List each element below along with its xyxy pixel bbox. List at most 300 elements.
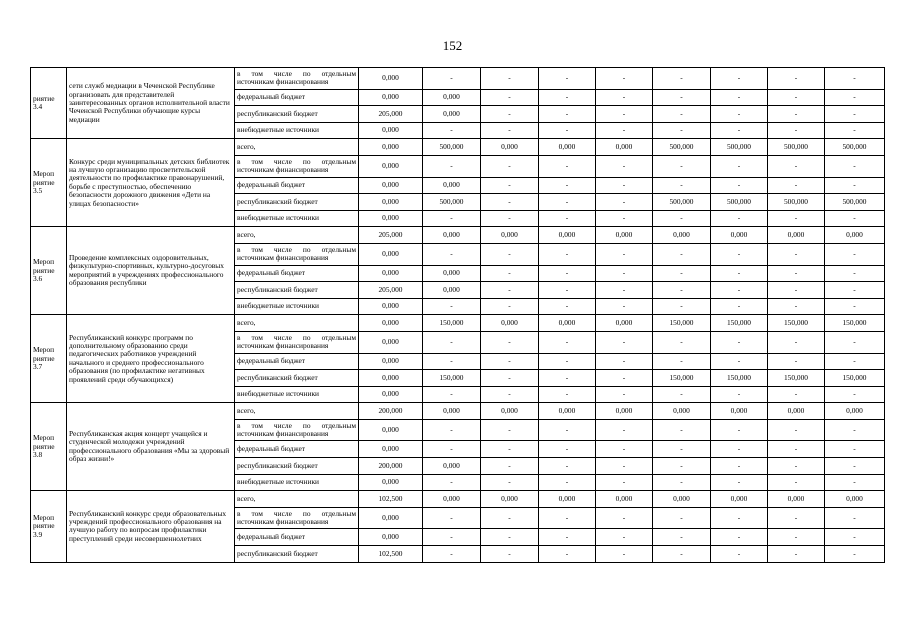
total-value-cell: 0,000: [359, 243, 423, 265]
total-value-cell: 102,500: [359, 546, 423, 563]
year-value-cell: -: [423, 155, 481, 177]
total-value-cell: 0,000: [359, 177, 423, 194]
year-value-cell: 0,000: [423, 227, 481, 244]
year-value-cell: -: [768, 155, 825, 177]
year-value-cell: -: [481, 507, 539, 529]
measure-name: Мероп риятие 3.5: [31, 139, 67, 227]
year-value-cell: -: [711, 441, 768, 458]
year-value-cell: -: [539, 441, 596, 458]
year-value-cell: -: [423, 243, 481, 265]
year-value-cell: -: [596, 507, 653, 529]
year-value-cell: 150,000: [711, 315, 768, 332]
year-value-cell: -: [596, 474, 653, 491]
year-value-cell: -: [539, 194, 596, 211]
year-value-cell: -: [768, 419, 825, 441]
total-value-cell: 0,000: [359, 507, 423, 529]
year-value-cell: -: [481, 155, 539, 177]
year-value-cell: 150,000: [711, 370, 768, 387]
funding-source: федеральный бюджет: [235, 353, 359, 370]
year-value-cell: 0,000: [653, 403, 711, 420]
year-value-cell: -: [825, 386, 885, 403]
year-value-cell: -: [711, 68, 768, 90]
year-value-cell: 0,000: [539, 315, 596, 332]
table-row: [31, 139, 885, 156]
year-value-cell: -: [711, 177, 768, 194]
year-value-cell: -: [481, 243, 539, 265]
year-value-cell: 0,000: [423, 403, 481, 420]
year-value-cell: -: [539, 282, 596, 299]
year-value-cell: -: [653, 546, 711, 563]
year-value-cell: -: [596, 106, 653, 123]
year-value-cell: -: [825, 122, 885, 139]
year-value-cell: -: [653, 458, 711, 475]
measure-description: Конкурс среди муниципальных детских библиотек на лучшую организацию просветительской деятельности по профилактике правонарушений, борьбе с преступностью, обеспечению безопасности дорожного движения «Дети на улицах безопасности»: [67, 139, 235, 227]
year-value-cell: -: [653, 89, 711, 106]
year-value-cell: -: [596, 265, 653, 282]
year-value-cell: -: [539, 298, 596, 315]
total-value-cell: 0,000: [359, 370, 423, 387]
year-value-cell: -: [481, 194, 539, 211]
year-value-cell: 150,000: [825, 315, 885, 332]
total-value-cell: 0,000: [359, 210, 423, 227]
year-value-cell: -: [423, 331, 481, 353]
year-value-cell: -: [539, 122, 596, 139]
year-value-cell: -: [596, 282, 653, 299]
measure-description: Республиканская акция концерт учащейся и студенческой молодежи учреждений профессионального образования «Мы за здоровый образ жизни!»: [67, 403, 235, 491]
measure-description: сети служб медиации в Чеченской Республике организовать для представителей заинтересованных органов исполнительной власти Чеченской Республики обучающие курсы медиации: [67, 68, 235, 139]
measure-name: риятие 3.4: [31, 68, 67, 139]
measure-name: Мероп риятие 3.7: [31, 315, 67, 403]
year-value-cell: -: [653, 353, 711, 370]
year-value-cell: -: [768, 441, 825, 458]
funding-source: в том числе по отдельным источникам финансирования: [235, 155, 359, 177]
year-value-cell: -: [423, 474, 481, 491]
funding-source: всего,: [235, 315, 359, 332]
year-value-cell: -: [825, 474, 885, 491]
funding-source: федеральный бюджет: [235, 265, 359, 282]
year-value-cell: -: [653, 419, 711, 441]
total-value-cell: 0,000: [359, 298, 423, 315]
year-value-cell: -: [653, 243, 711, 265]
table-row: [31, 68, 885, 90]
year-value-cell: -: [711, 106, 768, 123]
year-value-cell: -: [423, 529, 481, 546]
year-value-cell: -: [539, 155, 596, 177]
year-value-cell: -: [596, 441, 653, 458]
measure-name: Мероп риятие 3.8: [31, 403, 67, 491]
funding-source: в том числе по отдельным источникам финансирования: [235, 507, 359, 529]
year-value-cell: -: [825, 106, 885, 123]
year-value-cell: -: [539, 458, 596, 475]
year-value-cell: 0,000: [423, 282, 481, 299]
funding-source: внебюджетные источники: [235, 210, 359, 227]
year-value-cell: -: [653, 106, 711, 123]
year-value-cell: -: [653, 155, 711, 177]
table-row: [31, 227, 885, 244]
year-value-cell: -: [481, 386, 539, 403]
year-value-cell: 0,000: [825, 227, 885, 244]
year-value-cell: -: [423, 386, 481, 403]
year-value-cell: -: [825, 546, 885, 563]
year-value-cell: -: [481, 353, 539, 370]
year-value-cell: -: [596, 458, 653, 475]
year-value-cell: -: [596, 370, 653, 387]
funding-source: федеральный бюджет: [235, 441, 359, 458]
year-value-cell: -: [481, 546, 539, 563]
year-value-cell: -: [825, 353, 885, 370]
year-value-cell: -: [825, 265, 885, 282]
year-value-cell: -: [481, 331, 539, 353]
year-value-cell: -: [539, 419, 596, 441]
total-value-cell: 0,000: [359, 386, 423, 403]
year-value-cell: 500,000: [423, 194, 481, 211]
funding-source: внебюджетные источники: [235, 122, 359, 139]
year-value-cell: -: [768, 474, 825, 491]
total-value-cell: 0,000: [359, 139, 423, 156]
year-value-cell: -: [596, 89, 653, 106]
year-value-cell: -: [539, 370, 596, 387]
year-value-cell: -: [825, 210, 885, 227]
year-value-cell: -: [653, 474, 711, 491]
year-value-cell: 0,000: [653, 491, 711, 508]
year-value-cell: -: [768, 546, 825, 563]
funding-source: внебюджетные источники: [235, 386, 359, 403]
funding-source: республиканский бюджет: [235, 282, 359, 299]
year-value-cell: -: [768, 106, 825, 123]
year-value-cell: -: [539, 265, 596, 282]
year-value-cell: -: [539, 546, 596, 563]
year-value-cell: -: [596, 386, 653, 403]
year-value-cell: -: [653, 265, 711, 282]
table-row: [31, 491, 885, 508]
year-value-cell: -: [423, 546, 481, 563]
funding-source: республиканский бюджет: [235, 546, 359, 563]
measure-name: Мероп риятие 3.9: [31, 491, 67, 562]
year-value-cell: -: [423, 68, 481, 90]
year-value-cell: -: [596, 122, 653, 139]
funding-source: в том числе по отдельным источникам финансирования: [235, 331, 359, 353]
year-value-cell: -: [768, 68, 825, 90]
year-value-cell: -: [768, 353, 825, 370]
year-value-cell: -: [653, 298, 711, 315]
year-value-cell: -: [711, 419, 768, 441]
year-value-cell: -: [539, 353, 596, 370]
year-value-cell: -: [596, 177, 653, 194]
year-value-cell: 500,000: [768, 194, 825, 211]
year-value-cell: 150,000: [423, 315, 481, 332]
year-value-cell: -: [768, 122, 825, 139]
year-value-cell: -: [539, 386, 596, 403]
year-value-cell: -: [711, 89, 768, 106]
year-value-cell: -: [711, 122, 768, 139]
total-value-cell: 0,000: [359, 265, 423, 282]
year-value-cell: -: [596, 331, 653, 353]
total-value-cell: 205,000: [359, 282, 423, 299]
measure-description: Республиканский конкурс программ по дополнительному образованию среди педагогических работников учреждений начального и среднего профессионального образования (по профилактике негативных проявлений среди обучающихся): [67, 315, 235, 403]
year-value-cell: -: [596, 68, 653, 90]
year-value-cell: -: [539, 243, 596, 265]
measure-description: Республиканский конкурс среди образовательных учреждений профессионального образования на лучшую работу по вопросам профилактики преступлений среди несовершеннолетних: [67, 491, 235, 562]
year-value-cell: -: [653, 210, 711, 227]
year-value-cell: -: [596, 529, 653, 546]
year-value-cell: 0,000: [423, 89, 481, 106]
year-value-cell: 0,000: [481, 491, 539, 508]
year-value-cell: -: [653, 122, 711, 139]
year-value-cell: 0,000: [423, 458, 481, 475]
funding-source: всего,: [235, 491, 359, 508]
year-value-cell: 500,000: [711, 139, 768, 156]
year-value-cell: -: [653, 386, 711, 403]
total-value-cell: 200,000: [359, 458, 423, 475]
total-value-cell: 0,000: [359, 331, 423, 353]
year-value-cell: -: [481, 298, 539, 315]
year-value-cell: -: [423, 298, 481, 315]
year-value-cell: -: [423, 419, 481, 441]
year-value-cell: -: [825, 68, 885, 90]
year-value-cell: -: [596, 210, 653, 227]
year-value-cell: 0,000: [711, 403, 768, 420]
year-value-cell: -: [768, 298, 825, 315]
year-value-cell: -: [481, 89, 539, 106]
total-value-cell: 0,000: [359, 474, 423, 491]
year-value-cell: -: [711, 210, 768, 227]
year-value-cell: 0,000: [481, 315, 539, 332]
year-value-cell: -: [596, 353, 653, 370]
total-value-cell: 0,000: [359, 68, 423, 90]
year-value-cell: -: [653, 529, 711, 546]
year-value-cell: 0,000: [481, 227, 539, 244]
year-value-cell: 0,000: [711, 491, 768, 508]
year-value-cell: -: [481, 106, 539, 123]
year-value-cell: -: [653, 331, 711, 353]
year-value-cell: -: [539, 529, 596, 546]
year-value-cell: 500,000: [423, 139, 481, 156]
year-value-cell: -: [825, 243, 885, 265]
measure-description: Проведение комплексных оздоровительных, физкультурно-спортивных, культурно-досуговых мероприятий в учреждениях профессионального образования республики: [67, 227, 235, 315]
funding-source: в том числе по отдельным источникам финансирования: [235, 68, 359, 90]
total-value-cell: 0,000: [359, 155, 423, 177]
total-value-cell: 0,000: [359, 529, 423, 546]
year-value-cell: -: [653, 68, 711, 90]
funding-source: внебюджетные источники: [235, 298, 359, 315]
year-value-cell: -: [825, 507, 885, 529]
year-value-cell: 0,000: [768, 227, 825, 244]
year-value-cell: -: [825, 331, 885, 353]
year-value-cell: -: [825, 89, 885, 106]
year-value-cell: 0,000: [711, 227, 768, 244]
year-value-cell: -: [596, 155, 653, 177]
funding-source: внебюджетные источники: [235, 474, 359, 491]
year-value-cell: -: [481, 265, 539, 282]
year-value-cell: -: [481, 370, 539, 387]
year-value-cell: 0,000: [423, 491, 481, 508]
year-value-cell: 150,000: [653, 315, 711, 332]
year-value-cell: 0,000: [768, 403, 825, 420]
funding-source: в том числе по отдельным источникам финансирования: [235, 243, 359, 265]
total-value-cell: 0,000: [359, 419, 423, 441]
year-value-cell: -: [711, 507, 768, 529]
funding-table: [30, 67, 885, 563]
measure-name: Мероп риятие 3.6: [31, 227, 67, 315]
year-value-cell: 150,000: [825, 370, 885, 387]
year-value-cell: -: [539, 210, 596, 227]
year-value-cell: -: [711, 265, 768, 282]
year-value-cell: 0,000: [539, 139, 596, 156]
funding-source: всего,: [235, 227, 359, 244]
year-value-cell: -: [653, 441, 711, 458]
year-value-cell: -: [711, 282, 768, 299]
year-value-cell: -: [481, 474, 539, 491]
total-value-cell: 0,000: [359, 89, 423, 106]
funding-source: федеральный бюджет: [235, 529, 359, 546]
year-value-cell: 0,000: [481, 403, 539, 420]
year-value-cell: 500,000: [711, 194, 768, 211]
year-value-cell: 150,000: [768, 315, 825, 332]
funding-source: республиканский бюджет: [235, 194, 359, 211]
year-value-cell: -: [825, 155, 885, 177]
total-value-cell: 0,000: [359, 315, 423, 332]
year-value-cell: -: [423, 441, 481, 458]
year-value-cell: 0,000: [539, 403, 596, 420]
total-value-cell: 200,000: [359, 403, 423, 420]
year-value-cell: 0,000: [596, 139, 653, 156]
year-value-cell: -: [481, 529, 539, 546]
year-value-cell: -: [711, 458, 768, 475]
year-value-cell: 0,000: [596, 491, 653, 508]
year-value-cell: -: [768, 458, 825, 475]
year-value-cell: -: [768, 507, 825, 529]
year-value-cell: -: [711, 243, 768, 265]
year-value-cell: -: [596, 546, 653, 563]
year-value-cell: -: [825, 529, 885, 546]
year-value-cell: -: [825, 441, 885, 458]
year-value-cell: -: [423, 210, 481, 227]
year-value-cell: -: [596, 243, 653, 265]
year-value-cell: -: [825, 282, 885, 299]
year-value-cell: -: [653, 282, 711, 299]
year-value-cell: -: [768, 529, 825, 546]
year-value-cell: -: [481, 210, 539, 227]
year-value-cell: -: [711, 386, 768, 403]
funding-source: республиканский бюджет: [235, 370, 359, 387]
year-value-cell: 500,000: [653, 139, 711, 156]
funding-source: федеральный бюджет: [235, 177, 359, 194]
year-value-cell: 150,000: [768, 370, 825, 387]
year-value-cell: 0,000: [596, 227, 653, 244]
year-value-cell: 0,000: [423, 177, 481, 194]
total-value-cell: 0,000: [359, 441, 423, 458]
year-value-cell: 150,000: [423, 370, 481, 387]
year-value-cell: -: [539, 507, 596, 529]
year-value-cell: -: [768, 386, 825, 403]
year-value-cell: -: [768, 282, 825, 299]
year-value-cell: -: [711, 331, 768, 353]
year-value-cell: -: [481, 177, 539, 194]
year-value-cell: -: [711, 474, 768, 491]
total-value-cell: 0,000: [359, 122, 423, 139]
year-value-cell: -: [711, 529, 768, 546]
year-value-cell: 500,000: [653, 194, 711, 211]
funding-source: федеральный бюджет: [235, 89, 359, 106]
year-value-cell: -: [423, 507, 481, 529]
year-value-cell: -: [653, 507, 711, 529]
year-value-cell: -: [711, 155, 768, 177]
year-value-cell: -: [768, 331, 825, 353]
total-value-cell: 0,000: [359, 353, 423, 370]
year-value-cell: 0,000: [596, 403, 653, 420]
year-value-cell: -: [825, 419, 885, 441]
year-value-cell: -: [481, 68, 539, 90]
funding-source: всего,: [235, 139, 359, 156]
year-value-cell: 0,000: [825, 491, 885, 508]
year-value-cell: -: [539, 177, 596, 194]
year-value-cell: 0,000: [596, 315, 653, 332]
table-row: [31, 315, 885, 332]
year-value-cell: -: [539, 68, 596, 90]
year-value-cell: -: [481, 419, 539, 441]
year-value-cell: 0,000: [481, 139, 539, 156]
year-value-cell: -: [825, 458, 885, 475]
year-value-cell: -: [596, 194, 653, 211]
year-value-cell: -: [423, 353, 481, 370]
year-value-cell: -: [539, 331, 596, 353]
year-value-cell: -: [768, 89, 825, 106]
funding-source: республиканский бюджет: [235, 106, 359, 123]
year-value-cell: 500,000: [825, 139, 885, 156]
year-value-cell: -: [653, 177, 711, 194]
year-value-cell: 0,000: [423, 265, 481, 282]
year-value-cell: 0,000: [423, 106, 481, 123]
year-value-cell: -: [825, 177, 885, 194]
year-value-cell: -: [481, 458, 539, 475]
funding-source: всего,: [235, 403, 359, 420]
year-value-cell: -: [825, 298, 885, 315]
funding-source: республиканский бюджет: [235, 458, 359, 475]
total-value-cell: 102,500: [359, 491, 423, 508]
year-value-cell: -: [711, 546, 768, 563]
year-value-cell: -: [768, 265, 825, 282]
year-value-cell: 500,000: [825, 194, 885, 211]
year-value-cell: 0,000: [768, 491, 825, 508]
year-value-cell: -: [539, 106, 596, 123]
year-value-cell: 0,000: [825, 403, 885, 420]
year-value-cell: -: [481, 122, 539, 139]
year-value-cell: -: [768, 210, 825, 227]
total-value-cell: 0,000: [359, 194, 423, 211]
table-row: [31, 403, 885, 420]
year-value-cell: -: [539, 89, 596, 106]
year-value-cell: -: [423, 122, 481, 139]
funding-source: в том числе по отдельным источникам финансирования: [235, 419, 359, 441]
year-value-cell: -: [768, 177, 825, 194]
year-value-cell: -: [596, 298, 653, 315]
year-value-cell: -: [596, 419, 653, 441]
year-value-cell: -: [539, 474, 596, 491]
year-value-cell: 0,000: [653, 227, 711, 244]
year-value-cell: 0,000: [539, 491, 596, 508]
year-value-cell: -: [481, 441, 539, 458]
year-value-cell: -: [711, 298, 768, 315]
year-value-cell: 150,000: [653, 370, 711, 387]
year-value-cell: -: [481, 282, 539, 299]
total-value-cell: 205,000: [359, 106, 423, 123]
year-value-cell: -: [768, 243, 825, 265]
page-number: 152: [442, 38, 463, 53]
total-value-cell: 205,000: [359, 227, 423, 244]
year-value-cell: 500,000: [768, 139, 825, 156]
year-value-cell: -: [711, 353, 768, 370]
year-value-cell: 0,000: [539, 227, 596, 244]
